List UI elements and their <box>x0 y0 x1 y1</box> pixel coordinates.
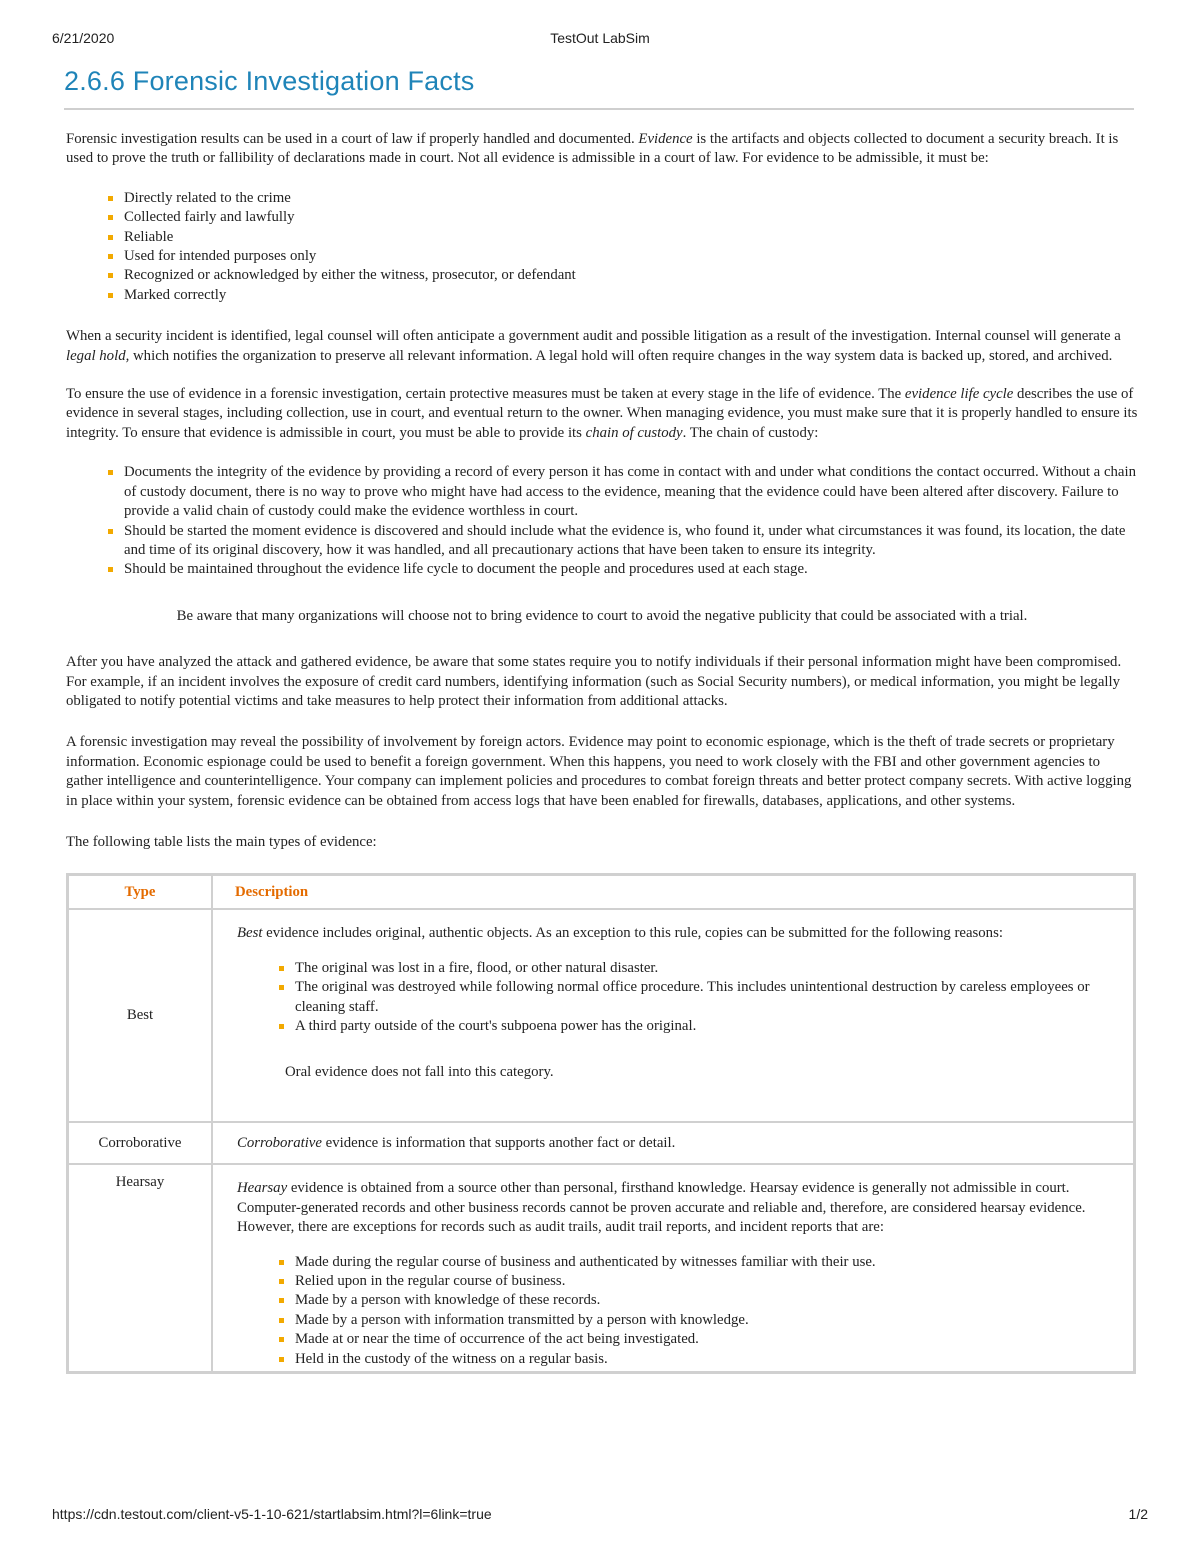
list-item: Relied upon in the regular course of business. <box>295 1272 1111 1291</box>
list-item: Used for intended purposes only <box>124 247 1138 266</box>
title-divider <box>64 108 1134 110</box>
list-item: A third party outside of the court's subpoena power has the original. <box>295 1017 1111 1036</box>
foreign-actors-paragraph: A forensic investigation may reveal the possibility of involvement by foreign actors. Evidence may point to economic espionage, which is the theft of trade secrets or proprietary information. Economic espionage could be used to benefit a foreign government. When this happens, you need to work closely with the FBI and other government agencies to gather intelligence and counterintelligence. Your company can implement policies and procedures to combat foreign threats and better protect company secrets. With active logging in place within your system, forensic evidence can be obtained from access logs that have been enabled for firewalls, databases, applications, and other systems. <box>66 734 1132 809</box>
table-intro: The following table lists the main types of evidence: <box>66 833 377 850</box>
list-item: Made at or near the time of occurrence of the act being investigated. <box>295 1330 1111 1349</box>
best-note: Oral evidence does not fall into this category. <box>285 1064 554 1081</box>
best-exceptions-list <box>237 959 1111 1037</box>
list-item: Reliable <box>124 228 1138 247</box>
list-item: Documents the integrity of the evidence by providing a record of every person it has come in contact with and under what conditions the contact occurred. Without a chain of custody document, there is no way to prove who might have had access to the evidence, meaning that the evidence could have been altered after discovery. Failure to provide a valid chain of custody could make the evidence worthless in court. <box>124 463 1138 521</box>
list-item: Made by a person with knowledge of these records. <box>295 1291 1111 1310</box>
list-item: Directly related to the crime <box>124 189 1138 208</box>
legal-hold-paragraph: When a security incident is identified, legal counsel will often anticipate a government audit and possible litigation as a result of the investigation. Internal counsel will generate a legal hold, which notifies the organization to preserve all relevant information. A legal hold will often require changes in the way system data is backed up, stored, and archived. <box>66 328 1121 364</box>
list-item: Marked correctly <box>124 286 1138 305</box>
term-legal-hold: legal hold, <box>66 347 130 364</box>
notification-paragraph: After you have analyzed the attack and gathered evidence, be aware that some states require you to notify individuals if their personal information might have been compromised. For example, if an incident involves the exposure of credit card numbers, identifying information (such as Social Security numbers), or medical information, you might be legally obligated to notify potential victims and take measures to help protect their information from additional attacks. <box>66 654 1122 709</box>
page-number: 1/2 <box>1128 1506 1148 1522</box>
term-chain-of-custody: chain of custody <box>585 424 683 441</box>
evidence-types-table <box>66 873 1136 1374</box>
column-header-type: Type <box>68 875 212 909</box>
hearsay-exceptions-list <box>237 1253 1111 1369</box>
list-item: Recognized or acknowledged by either the witness, prosecutor, or defendant <box>124 266 1138 285</box>
page-title: 2.6.6 Forensic Investigation Facts <box>64 66 475 96</box>
type-cell-best: Best <box>68 909 212 1122</box>
type-cell-hearsay: Hearsay <box>68 1164 212 1372</box>
column-header-description: Description <box>212 875 1134 909</box>
table-header-row <box>68 875 1134 909</box>
table-row <box>68 1164 1134 1372</box>
description-cell-best: Best evidence includes original, authentic objects. As an exception to this rule, copies can be submitted for the following reasons: The original was lost in a fire, flood, or other natural disaster. The original was destroyed while following normal office procedure. This includes unintentional destruction by careless employees or cleaning staff. A third party outside of the court's subpoena power has the original. Oral evidence does not fall into this category. <box>212 909 1134 1122</box>
chain-of-custody-paragraph: To ensure the use of evidence in a forensic investigation, certain protective measures must be taken at every stage in the life of evidence. The evidence life cycle describes the use of evidence in several stages, including collection, use in court, and eventual return to the owner. When managing evidence, you must make sure that it is properly handled to ensure its integrity. To ensure that evidence is admissible in court, you must be able to provide its chain of custody. The chain of custody: <box>66 386 1138 441</box>
term-evidence-life-cycle: evidence life cycle <box>904 386 1014 403</box>
term-evidence: Evidence <box>638 131 693 147</box>
type-cell-corroborative: Corroborative <box>68 1122 212 1164</box>
list-item: The original was destroyed while following normal office procedure. This includes unintentional destruction by careless employees or cleaning staff. <box>295 978 1111 1017</box>
list-item: Should be maintained throughout the evidence life cycle to document the people and procedures used at each stage. <box>124 560 1138 579</box>
list-item: Held in the custody of the witness on a regular basis. <box>295 1350 1111 1369</box>
list-item: Made during the regular course of business and authenticated by witnesses familiar with their use. <box>295 1253 1111 1272</box>
description-cell-hearsay: Hearsay evidence is obtained from a source other than personal, firsthand knowledge. Hearsay evidence is generally not admissible in court. Computer-generated records and other business records cannot be proven accurate and reliable and, therefore, are considered hearsay evidence. However, there are exceptions for records such as audit trails, audit trail reports, and incident reports that are: Made during the regular course of business and authenticated by witnesses familiar with their use. Relied upon in the regular course of business. Made by a person with knowledge of these records. Made by a person with information transmitted by a person with knowledge. Made at or near the time of occurrence of the act being investigated. Held in the custody of the witness on a regular basis. <box>212 1164 1134 1372</box>
list-item: The original was lost in a fire, flood, or other natural disaster. <box>295 959 1111 978</box>
note-paragraph: Be aware that many organizations will choose not to bring evidence to court to avoid the negative publicity that could be associated with a trial. <box>176 607 1028 624</box>
list-item: Collected fairly and lawfully <box>124 208 1138 227</box>
admissibility-list <box>66 189 1138 305</box>
print-footer-url: https://cdn.testout.com/client-v5-1-10-621/startlabsim.html?l=6link=true <box>52 1506 492 1522</box>
print-header-title: TestOut LabSim <box>550 30 650 46</box>
table-row <box>68 1122 1134 1164</box>
table-row <box>68 909 1134 1122</box>
print-date: 6/21/2020 <box>52 30 115 46</box>
intro-paragraph: Forensic investigation results can be used in a court of law if properly handled and documented. Evidence is the artifacts and objects collected to document a security breach. It is used to prove the truth or fallibility of declarations made in court. Not all evidence is admissible in a court of law. For evidence to be admissible, it must be: <box>66 131 1119 167</box>
chain-of-custody-list <box>66 463 1138 579</box>
list-item: Should be started the moment evidence is discovered and should include what the evidence is, who found it, under what circumstances it was found, its location, the date and time of its original discovery, how it was handled, and all precautionary actions that have been taken to ensure its integrity. <box>124 522 1138 561</box>
description-cell-corroborative: Corroborative evidence is information that supports another fact or detail. <box>212 1122 1134 1164</box>
list-item: Made by a person with information transmitted by a person with knowledge. <box>295 1311 1111 1330</box>
article-content <box>66 130 1138 1374</box>
